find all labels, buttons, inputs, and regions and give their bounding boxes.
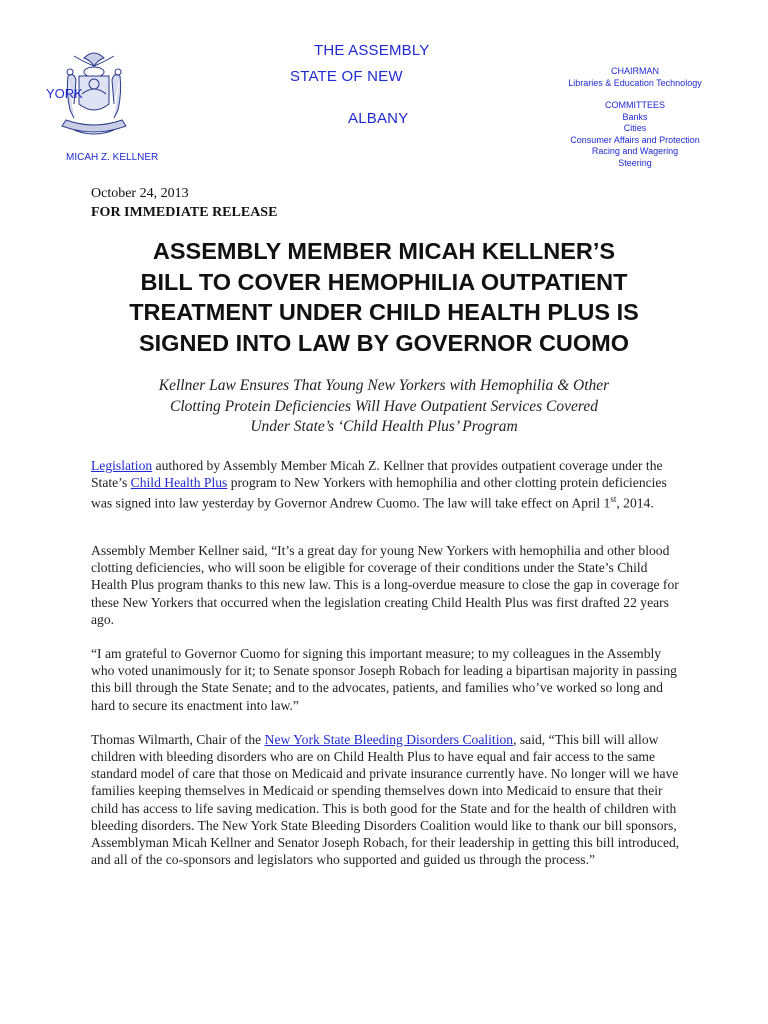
subheadline-line: Clotting Protein Deficiencies Will Have Outpatient Services Covered	[169, 397, 598, 415]
committee-item: Cities	[623, 123, 647, 133]
headline-line: ASSEMBLY MEMBER MICAH KELLNER’S	[152, 238, 616, 264]
state-seal	[44, 42, 144, 142]
committee-item: Racing and Wagering	[591, 146, 679, 156]
committee-item: Consumer Affairs and Protection	[570, 134, 700, 145]
committee-list	[555, 66, 715, 169]
paragraph-text: Thomas Wilmarth, Chair of the	[91, 731, 265, 747]
headline-line: BILL TO COVER HEMOPHILIA OUTPATIENT	[140, 268, 628, 295]
headline-line: TREATMENT UNDER CHILD HEALTH PLUS IS	[129, 299, 639, 325]
paragraph-text: , said, “This bill will allow children with bleeding disorders who are on Child Health Plus to have equal and fair access to the same standard model of care that those on Medicaid and private insurance currently have. No longer will we have families keeping themselves in Medicaid or spending themselves down into Medicaid to ensure that their child has access to life saving medication. This is both good for the State and for the health of children with bleeding disorders. The New York State Bleeding Disorders Coalition would like to thank our bill sponsors, Assemblyman Micah Kellner and Senator Joseph Robach, for their leadership in getting this bill introduced, and all of the co-sponsors and legislators who supported and guided us through the process.”	[91, 731, 680, 868]
letterhead-title-line2: STATE OF NEW	[290, 68, 403, 85]
member-name: MICAH Z. KELLNER	[66, 152, 159, 161]
chairman-committee: Libraries & Education Technology	[568, 77, 702, 88]
bleeding-disorders-coalition-link[interactable]: New York State Bleeding Disorders Coalition	[264, 731, 514, 747]
ordinal-suffix: st	[610, 494, 617, 505]
letterhead-title-line1: THE ASSEMBLY	[314, 42, 430, 59]
letterhead-city: ALBANY	[348, 110, 409, 127]
committee-item: Steering	[618, 157, 652, 168]
legislation-link[interactable]: Legislation	[91, 458, 153, 473]
release-label: FOR IMMEDIATE RELEASE	[91, 205, 278, 220]
headline	[80, 236, 688, 358]
subheadline	[80, 376, 688, 438]
chairman-label: CHAIRMAN	[610, 66, 659, 76]
paragraph-4	[91, 731, 683, 869]
child-health-plus-link[interactable]: Child Health Plus	[130, 475, 228, 491]
paragraph-1	[91, 457, 683, 527]
release-date: October 24, 2013	[91, 186, 189, 201]
subheadline-line: Kellner Law Ensures That Young New Yorkers with Hemophilia & Other	[158, 377, 610, 394]
paragraph-3: “I am grateful to Governor Cuomo for signing this important measure; to my colleagues in the Assembly who voted unanimously for it; to Senate sponsor Joseph Robach for leading a bipartisan majority in passing this bill through the State Senate; and to the advocates, patients, and families who’ve worked so long and hard to secure its enactment into law.”	[91, 646, 677, 713]
seal-overlay-text: YORK	[46, 86, 83, 101]
paragraph-text: program to New Yorkers with hemophilia and other clotting protein deficiencies was signed into law yesterday by Governor Andrew Cuomo. The law will take effect on April 1	[91, 475, 667, 511]
body	[91, 457, 683, 868]
committees-label: COMMITTEES	[605, 100, 665, 110]
paragraph-2: Assembly Member Kellner said, “It’s a great day for young New Yorkers with hemophilia and other blood clotting deficiencies, who will soon be eligible for coverage of their conditions under the State’s Child Health Plus program thanks to this new law. This is a long-overdue measure to close the gap in coverage for these New Yorkers that occurred when the legislation creating Child Health Plus was first drafted 22 years ago.	[91, 543, 679, 627]
paragraph-text: authored by Assembly Member Micah Z. Kellner that provides outpatient coverage under the State’s	[91, 458, 663, 491]
paragraph-text: , 2014.	[616, 495, 654, 511]
committee-item: Banks	[622, 111, 648, 122]
headline-line: SIGNED INTO LAW BY GOVERNOR CUOMO	[138, 329, 630, 356]
subheadline-line: Under State’s ‘Child Health Plus’ Program	[250, 418, 518, 435]
